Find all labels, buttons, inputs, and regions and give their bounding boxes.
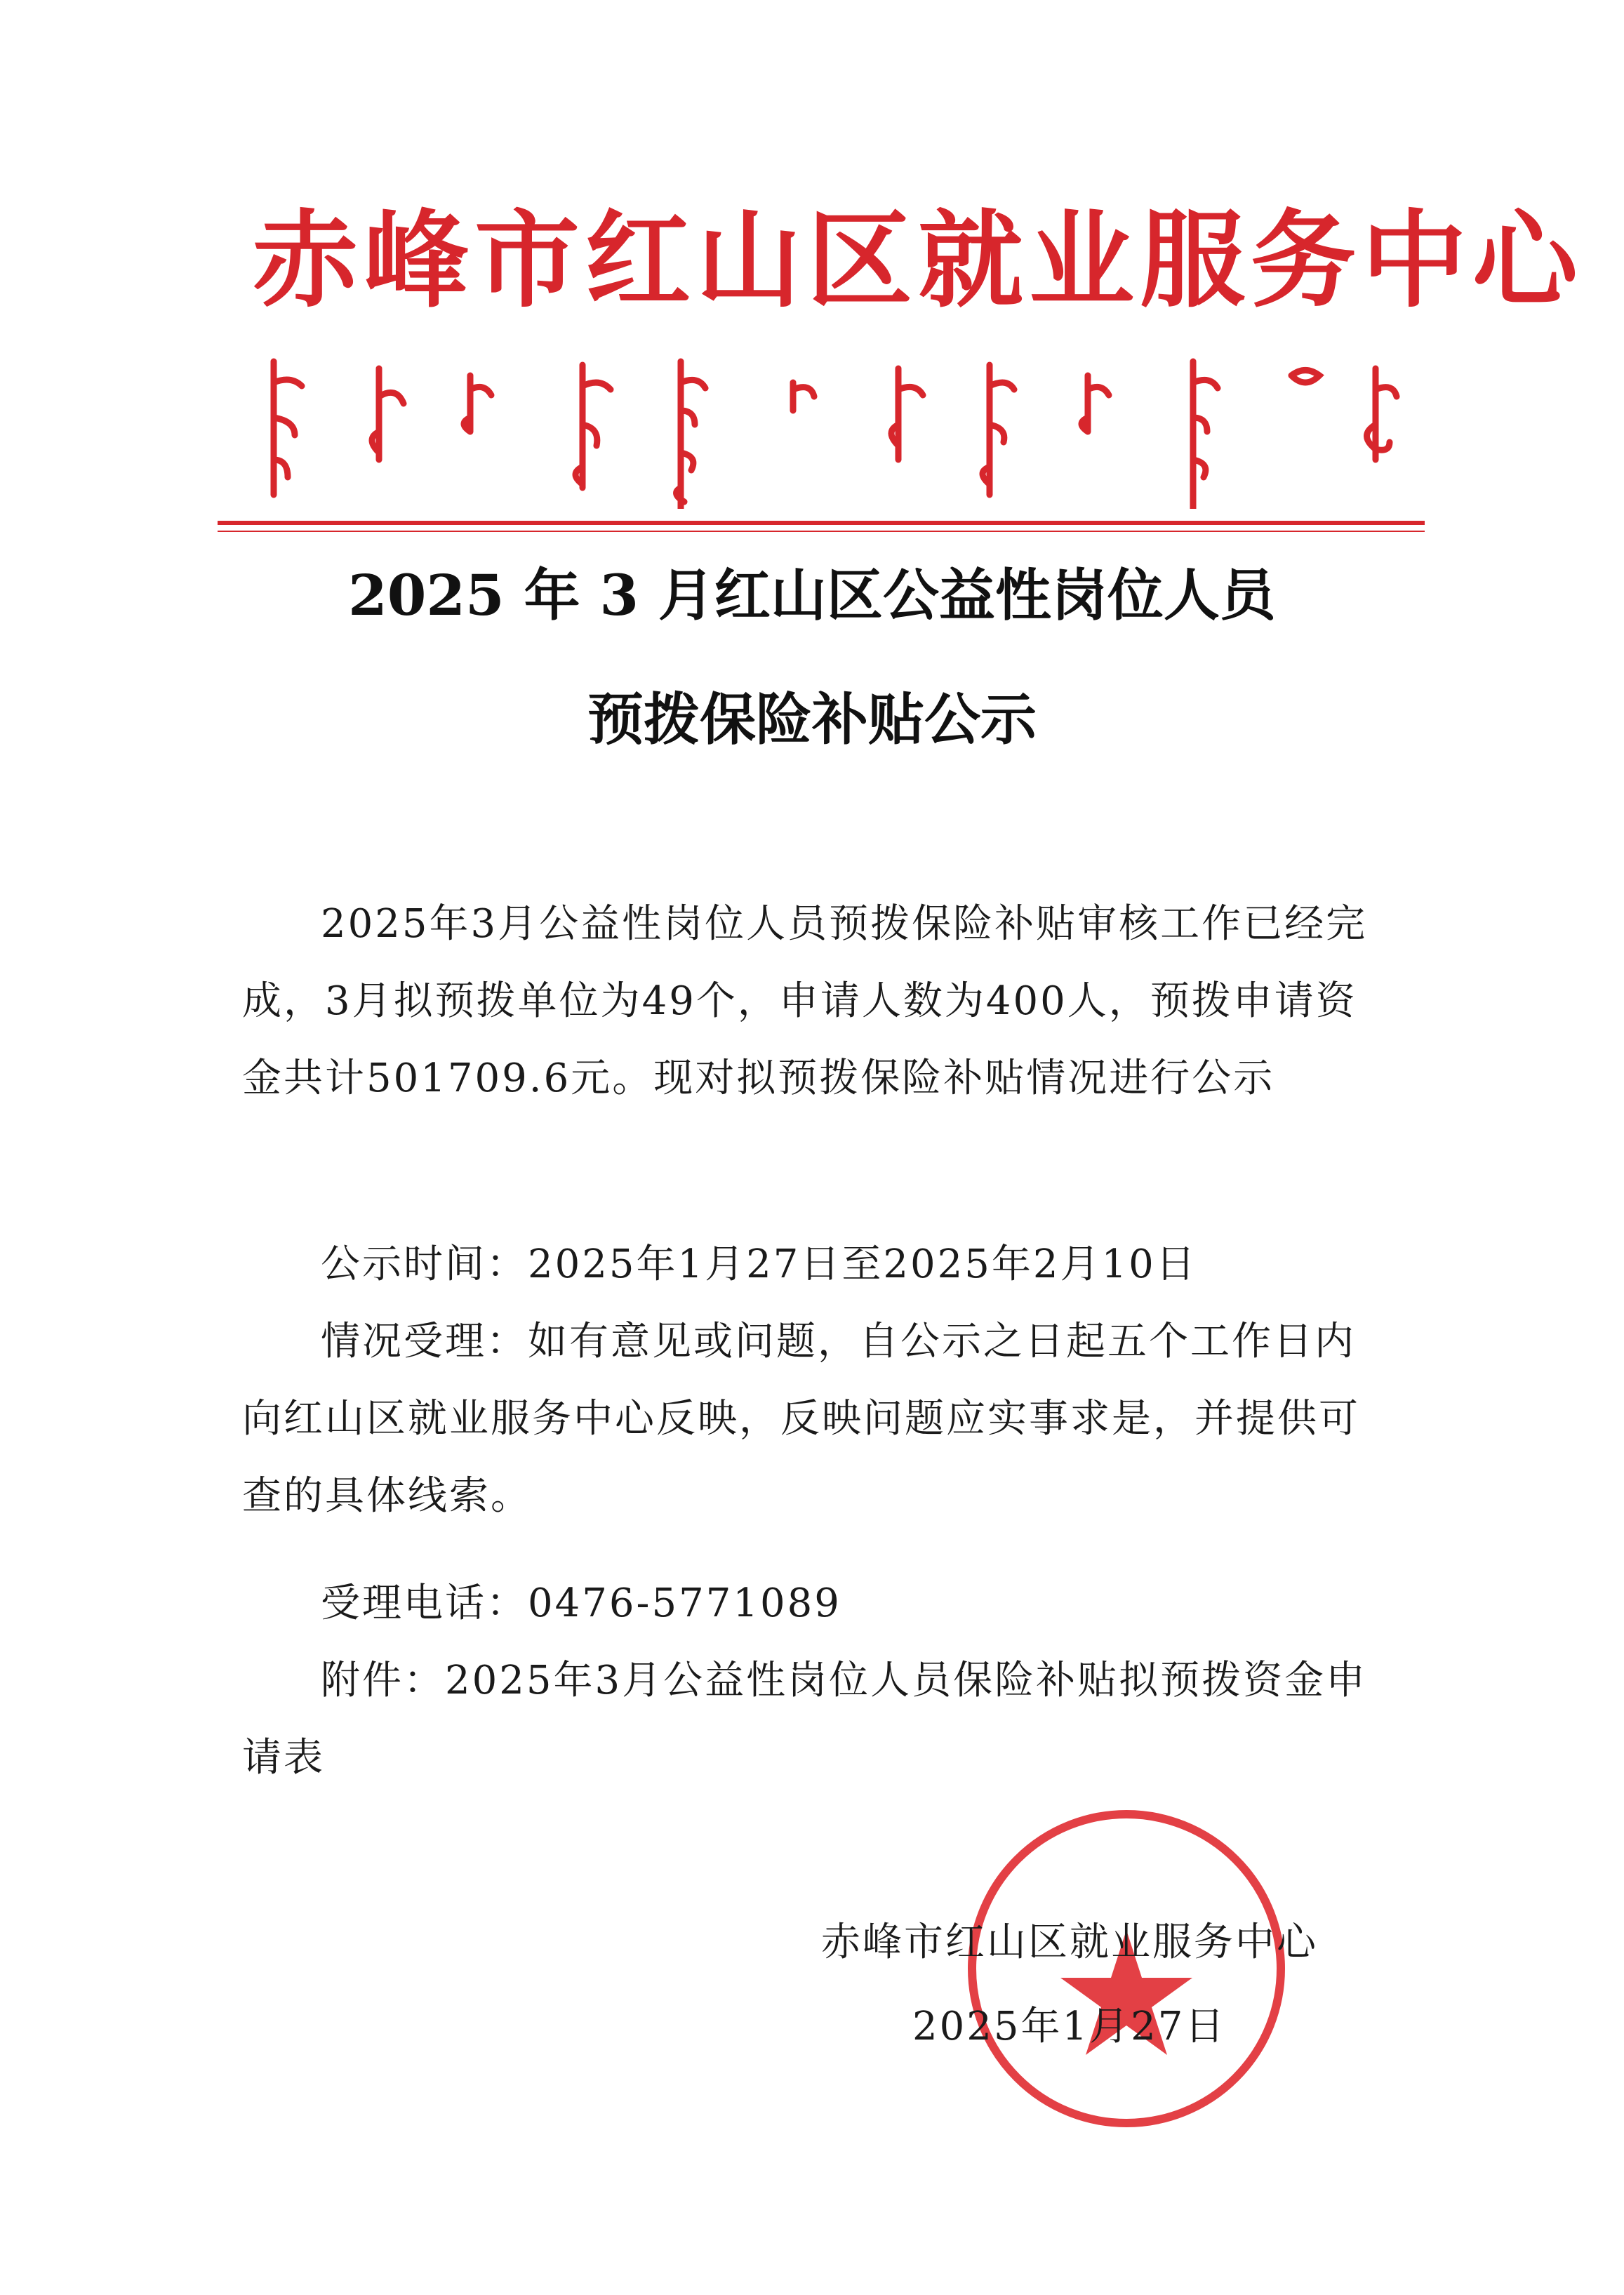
body-paragraph-summary: [242, 886, 1379, 1117]
paragraph-text: 公示时间：2025年1月27日至2025年2月10日: [321, 1242, 1197, 1287]
signature-date: 2025年1月27日: [912, 2004, 1227, 2049]
paragraph-text: 2025年3月公益性岗位人员预拨保险补贴审核工作已经完成，3月拟预拨单位为49个，申请人数为400人，预拨申请资金共计501709.6元。现对拟预拨保险补贴情况进行公示: [242, 901, 1368, 1101]
document-title-line-1: 2025 年 3 月红山区公益性岗位人员: [348, 562, 1276, 628]
signature-organization: 赤峰市红山区就业服务中心: [821, 1920, 1318, 1965]
body-paragraph-publicity-period: [242, 1226, 1379, 1303]
body-paragraph-attachment: [242, 1642, 1379, 1797]
paragraph-text: 附件：2025年3月公益性岗位人员保险补贴拟预拨资金申请表: [242, 1658, 1368, 1781]
mongolian-script-banner: [253, 354, 1404, 509]
letterhead-divider-thin: [218, 531, 1425, 532]
paragraph-text: 受理电话：0476-5771089: [321, 1581, 841, 1626]
letterhead-divider-thick: [218, 521, 1425, 525]
letterhead-title: 赤峰市红山区就业服务中心: [253, 199, 1584, 322]
body-paragraph-feedback: [242, 1303, 1379, 1535]
body-paragraph-phone: [242, 1565, 1379, 1642]
paragraph-text: 情况受理：如有意见或问题，自公示之日起五个工作日内向红山区就业服务中心反映，反映问题应实事求是，并提供可查的具体线索。: [242, 1319, 1360, 1519]
official-seal-stamp: [961, 1804, 1291, 2134]
document-title-line-2: 预拨保险补贴公示: [587, 686, 1037, 752]
